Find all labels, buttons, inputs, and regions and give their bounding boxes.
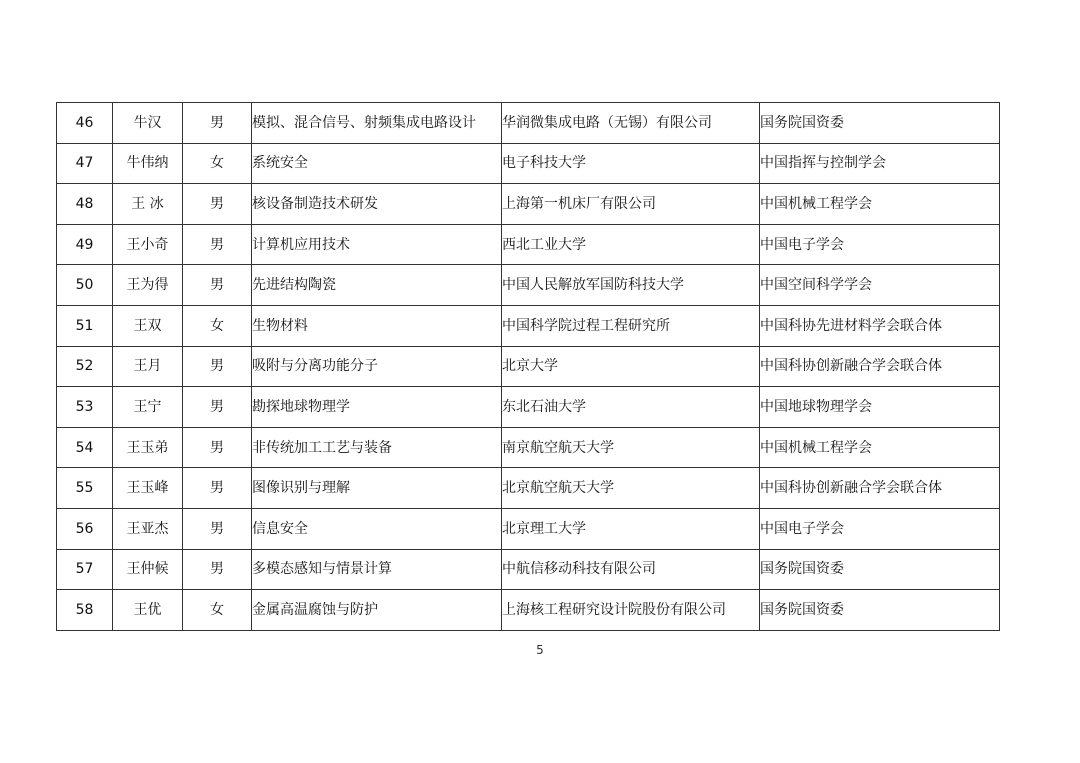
row-number-cell: 53 — [57, 387, 113, 428]
table-row — [57, 305, 1000, 346]
table-row — [57, 103, 1000, 144]
field-cell: 吸附与分离功能分子 — [252, 346, 502, 387]
recommending-org-cell: 中国科协创新融合学会联合体 — [760, 346, 1000, 387]
row-number-cell: 55 — [57, 468, 113, 509]
table-row — [57, 508, 1000, 549]
unit-cell: 东北石油大学 — [502, 387, 760, 428]
unit-cell: 西北工业大学 — [502, 224, 760, 265]
gender-cell: 男 — [183, 103, 252, 144]
row-number-cell: 51 — [57, 305, 113, 346]
field-cell: 先进结构陶瓷 — [252, 265, 502, 306]
roster-table-body — [57, 103, 1000, 631]
field-cell: 金属高温腐蚀与防护 — [252, 590, 502, 631]
table-row — [57, 549, 1000, 590]
recommending-org-cell: 中国科协创新融合学会联合体 — [760, 468, 1000, 509]
unit-cell: 电子科技大学 — [502, 143, 760, 184]
row-number-cell: 46 — [57, 103, 113, 144]
field-cell: 核设备制造技术研发 — [252, 184, 502, 225]
unit-cell: 华润微集成电路（无锡）有限公司 — [502, 103, 760, 144]
gender-cell: 女 — [183, 305, 252, 346]
recommending-org-cell: 中国科协先进材料学会联合体 — [760, 305, 1000, 346]
field-cell: 非传统加工工艺与装备 — [252, 427, 502, 468]
name-cell: 王双 — [113, 305, 183, 346]
recommending-org-cell: 中国空间科学学会 — [760, 265, 1000, 306]
gender-cell: 男 — [183, 427, 252, 468]
table-row — [57, 184, 1000, 225]
unit-cell: 北京大学 — [502, 346, 760, 387]
table-row — [57, 468, 1000, 509]
table-row — [57, 346, 1000, 387]
name-cell: 王仲候 — [113, 549, 183, 590]
name-cell: 王玉弟 — [113, 427, 183, 468]
name-cell: 牛汉 — [113, 103, 183, 144]
row-number-cell: 50 — [57, 265, 113, 306]
gender-cell: 男 — [183, 184, 252, 225]
gender-cell: 男 — [183, 265, 252, 306]
field-cell: 信息安全 — [252, 508, 502, 549]
field-cell: 模拟、混合信号、射频集成电路设计 — [252, 103, 502, 144]
table-row — [57, 143, 1000, 184]
row-number-cell: 47 — [57, 143, 113, 184]
unit-cell: 北京航空航天大学 — [502, 468, 760, 509]
recommending-org-cell: 国务院国资委 — [760, 103, 1000, 144]
field-cell: 图像识别与理解 — [252, 468, 502, 509]
row-number-cell: 57 — [57, 549, 113, 590]
row-number-cell: 48 — [57, 184, 113, 225]
name-cell: 王小奇 — [113, 224, 183, 265]
field-cell: 计算机应用技术 — [252, 224, 502, 265]
unit-cell: 上海核工程研究设计院股份有限公司 — [502, 590, 760, 631]
name-cell: 王优 — [113, 590, 183, 631]
gender-cell: 男 — [183, 387, 252, 428]
recommending-org-cell: 中国电子学会 — [760, 224, 1000, 265]
roster-table — [56, 102, 1000, 631]
name-cell: 王为得 — [113, 265, 183, 306]
recommending-org-cell: 中国电子学会 — [760, 508, 1000, 549]
page-number: 5 — [536, 643, 544, 657]
recommending-org-cell: 国务院国资委 — [760, 590, 1000, 631]
row-number-cell: 49 — [57, 224, 113, 265]
field-cell: 多模态感知与情景计算 — [252, 549, 502, 590]
gender-cell: 男 — [183, 508, 252, 549]
gender-cell: 男 — [183, 468, 252, 509]
field-cell: 系统安全 — [252, 143, 502, 184]
unit-cell: 中国科学院过程工程研究所 — [502, 305, 760, 346]
unit-cell: 中国人民解放军国防科技大学 — [502, 265, 760, 306]
table-row — [57, 224, 1000, 265]
table-row — [57, 387, 1000, 428]
gender-cell: 男 — [183, 224, 252, 265]
recommending-org-cell: 中国机械工程学会 — [760, 427, 1000, 468]
gender-cell: 男 — [183, 549, 252, 590]
name-cell: 王玉峰 — [113, 468, 183, 509]
row-number-cell: 52 — [57, 346, 113, 387]
name-cell: 王月 — [113, 346, 183, 387]
name-cell: 王 冰 — [113, 184, 183, 225]
unit-cell: 中航信移动科技有限公司 — [502, 549, 760, 590]
row-number-cell: 56 — [57, 508, 113, 549]
field-cell: 勘探地球物理学 — [252, 387, 502, 428]
row-number-cell: 58 — [57, 590, 113, 631]
field-cell: 生物材料 — [252, 305, 502, 346]
recommending-org-cell: 中国指挥与控制学会 — [760, 143, 1000, 184]
unit-cell: 上海第一机床厂有限公司 — [502, 184, 760, 225]
unit-cell: 北京理工大学 — [502, 508, 760, 549]
recommending-org-cell: 国务院国资委 — [760, 549, 1000, 590]
table-row — [57, 590, 1000, 631]
recommending-org-cell: 中国地球物理学会 — [760, 387, 1000, 428]
gender-cell: 女 — [183, 590, 252, 631]
gender-cell: 男 — [183, 346, 252, 387]
table-row — [57, 427, 1000, 468]
name-cell: 牛伟纳 — [113, 143, 183, 184]
unit-cell: 南京航空航天大学 — [502, 427, 760, 468]
gender-cell: 女 — [183, 143, 252, 184]
name-cell: 王亚杰 — [113, 508, 183, 549]
table-row — [57, 265, 1000, 306]
name-cell: 王宁 — [113, 387, 183, 428]
recommending-org-cell: 中国机械工程学会 — [760, 184, 1000, 225]
row-number-cell: 54 — [57, 427, 113, 468]
